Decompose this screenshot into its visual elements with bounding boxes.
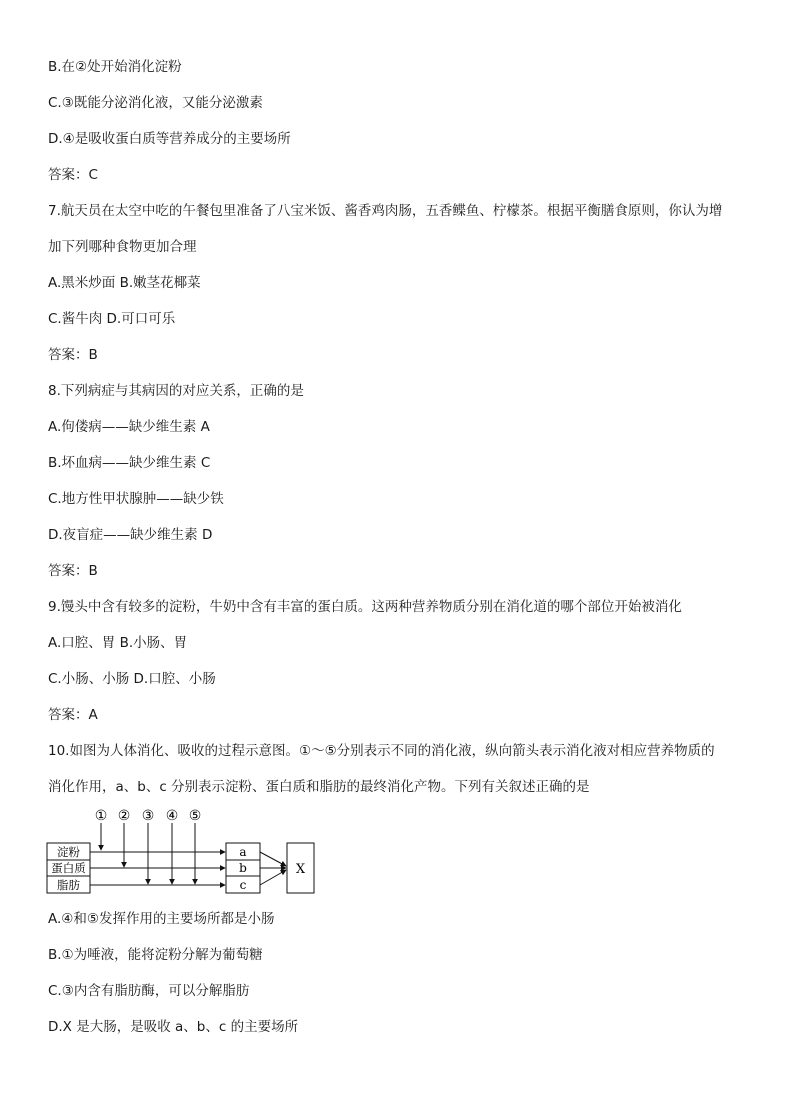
nutrient-starch: 淀粉 (57, 845, 80, 859)
product-c: c (239, 878, 247, 892)
question-10-line-2: 消化作用，a、b、c 分别表示淀粉、蛋白质和脂肪的最终消化产物。下列有关叙述正确的是 (48, 779, 590, 795)
juice-label-2: ② (117, 808, 131, 824)
option-b-q8: B.坏血病——缺少维生素 C (48, 455, 211, 471)
option-d-q10: D.X 是大肠，是吸收 a、b、c 的主要场所 (48, 1019, 299, 1035)
options-ab-q7: A.黑米炒面 B.嫩茎花椰菜 (48, 275, 201, 291)
juice-label-1: ① (94, 808, 108, 824)
option-c-q6: C.③既能分泌消化液，又能分泌激素 (48, 95, 263, 111)
answer-q6: 答案：C (48, 167, 98, 183)
product-b: b (239, 861, 247, 875)
option-b-q6: B.在②处开始消化淀粉 (48, 59, 182, 75)
options-ab-q9: A.口腔、胃 B.小肠、胃 (48, 635, 188, 651)
target-x: X (295, 862, 306, 877)
question-9: 9.馒头中含有较多的淀粉，牛奶中含有丰富的蛋白质。这两种营养物质分别在消化道的哪个部位开始被消化 (48, 599, 682, 615)
juice-label-4: ④ (165, 808, 179, 824)
digestion-diagram-svg (46, 806, 316, 896)
option-d-q6: D.④是吸收蛋白质等营养成分的主要场所 (48, 131, 291, 147)
question-10-line-1: 10.如图为人体消化、吸收的过程示意图。①～⑤分别表示不同的消化液，纵向箭头表示消化液对相应营养物质的 (48, 743, 715, 759)
converge-arrow-c (260, 870, 286, 885)
converge-arrow-a (260, 852, 286, 866)
options-cd-q9: C.小肠、小肠 D.口腔、小肠 (48, 671, 216, 687)
option-c-q8: C.地方性甲状腺肿——缺少铁 (48, 491, 224, 507)
option-a-q8: A.佝偻病——缺少维生素 A (48, 419, 210, 435)
question-7-line-2: 加下列哪种食物更加合理 (48, 239, 197, 255)
options-cd-q7: C.酱牛肉 D.可口可乐 (48, 311, 176, 327)
question-7-line-1: 7.航天员在太空中吃的午餐包里准备了八宝米饭、酱香鸡肉肠，五香鲽鱼、柠檬茶。根据平衡膳食原则，你认为增 (48, 203, 723, 219)
juice-label-3: ③ (141, 808, 155, 824)
juice-label-5: ⑤ (188, 808, 202, 824)
answer-q7: 答案：B (48, 347, 98, 363)
nutrient-fat: 脂肪 (57, 878, 80, 892)
option-d-q8: D.夜盲症——缺少维生素 D (48, 527, 213, 543)
option-b-q10: B.①为唾液，能将淀粉分解为葡萄糖 (48, 947, 263, 963)
nutrient-protein: 蛋白质 (51, 861, 86, 875)
option-c-q10: C.③内含有脂肪酶，可以分解脂肪 (48, 983, 250, 999)
answer-q9: 答案：A (48, 707, 98, 723)
product-a: a (239, 845, 247, 859)
answer-q8: 答案：B (48, 563, 98, 579)
digestion-diagram (46, 806, 316, 900)
option-a-q10: A.④和⑤发挥作用的主要场所都是小肠 (48, 911, 275, 927)
question-8: 8.下列病症与其病因的对应关系，正确的是 (48, 383, 304, 399)
